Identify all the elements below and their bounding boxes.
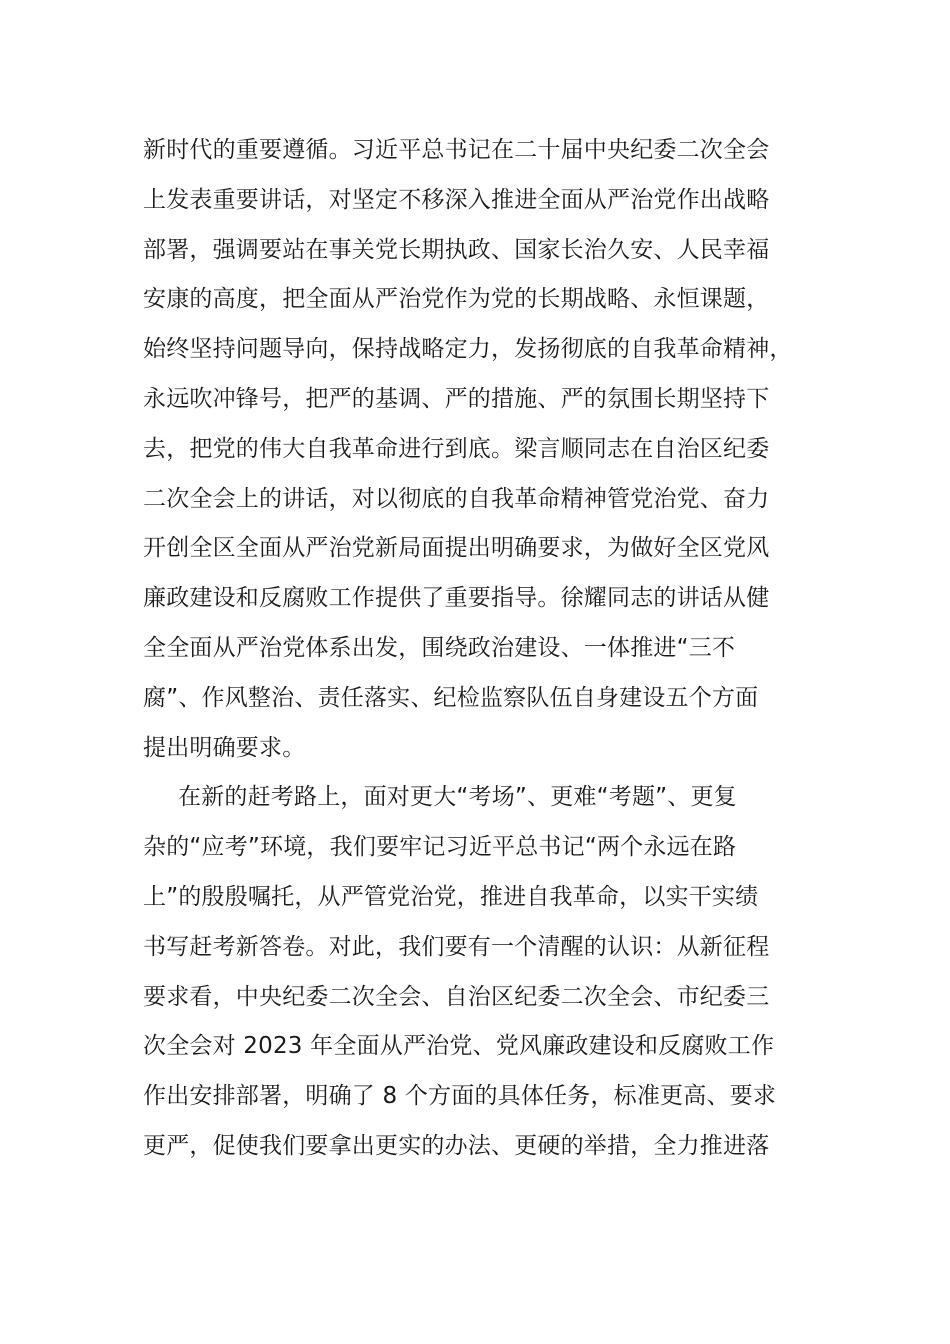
text-line: 去，把党的伟大自我革命进行到底。梁言顺同志在自治区纪委 — [143, 435, 770, 462]
paragraph-1 — [143, 126, 813, 773]
text-line: 腐”、作风整治、责任落实、纪检监察队伍自身建设五个方面 — [143, 684, 759, 711]
text-line: 上发表重要讲话，对坚定不移深入推进全面从严治党作出战略 — [143, 186, 770, 213]
text-line: 部署，强调要站在事关党长期执政、国家长治久安、人民幸福 — [143, 236, 770, 263]
paragraph-2 — [143, 773, 813, 1171]
text-line: 书写赶考新答卷。对此，我们要有一个清醒的认识：从新征程 — [143, 933, 770, 960]
text-line: 二次全会上的讲话，对以彻底的自我革命精神管党治党、奋力 — [143, 485, 770, 512]
text-line: 全全面从严治党体系出发，围绕政治建设、一体推进“三不 — [143, 634, 736, 661]
document-body — [143, 126, 813, 1172]
text-line: 提出明确要求。 — [143, 734, 306, 761]
text-line: 作出安排部署，明确了 8 个方面的具体任务，标准更高、要求 — [143, 1083, 777, 1110]
text-line: 次全会对 2023 年全面从严治党、党风廉政建设和反腐败工作 — [143, 1033, 775, 1060]
text-line: 更严，促使我们要拿出更实的办法、更硬的举措，全力推进落 — [143, 1132, 770, 1159]
text-line: 始终坚持问题导向，保持战略定力，发扬彻底的自我革命精神， — [143, 336, 793, 363]
text-line: 安康的高度，把全面从严治党作为党的长期战略、永恒课题， — [143, 286, 770, 313]
text-line-first: 在新的赶考路上，面对更大“考场”、更难“考题”、更复 — [178, 784, 737, 811]
text-line: 上”的殷殷嘱托，从严管党治党，推进自我革命，以实干实绩 — [143, 883, 759, 910]
text-line: 开创全区全面从严治党新局面提出明确要求，为做好全区党风 — [143, 535, 770, 562]
text-line: 杂的“应考”环境，我们要牢记习近平总书记“两个永远在路 — [143, 834, 737, 861]
text-line: 永远吹冲锋号，把严的基调、严的措施、严的氛围长期坚持下 — [143, 385, 770, 412]
text-line: 廉政建设和反腐败工作提供了重要指导。徐耀同志的讲话从健 — [143, 585, 770, 612]
text-line: 新时代的重要遵循。习近平总书记在二十届中央纪委二次全会 — [143, 137, 770, 163]
text-line: 要求看，中央纪委二次全会、自治区纪委二次全会、市纪委三 — [143, 983, 770, 1010]
